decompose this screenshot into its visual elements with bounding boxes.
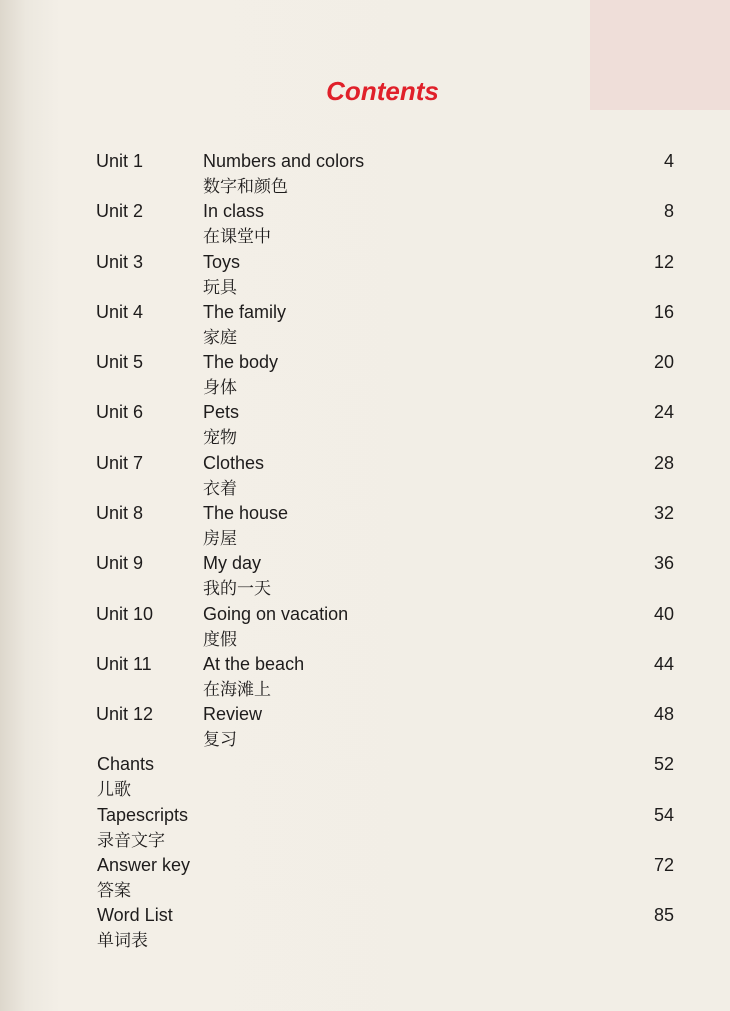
unit-title: The family [203, 302, 287, 322]
unit-title: The house [203, 503, 289, 523]
toc-entry-word-list [0, 903, 730, 953]
unit-chinese-title: 宠物 [203, 428, 237, 448]
section-chinese-title: 儿歌 [97, 780, 131, 800]
unit-chinese-title: 度假 [203, 630, 237, 650]
unit-chinese-title: 家庭 [203, 328, 237, 348]
unit-chinese-title: 房屋 [203, 529, 237, 549]
section-chinese-title: 录音文字 [97, 831, 165, 851]
unit-chinese-title: 数字和颜色 [203, 177, 288, 197]
unit-chinese-title: 在海滩上 [203, 680, 271, 700]
toc-entry-unit-7 [0, 451, 730, 501]
unit-label: Unit 3 [96, 252, 144, 272]
unit-chinese-title: 身体 [203, 378, 237, 398]
toc-entry-tapescripts [0, 803, 730, 853]
toc-entry-unit-6 [0, 400, 730, 450]
section-title: Answer key [97, 855, 191, 875]
unit-title: At the beach [203, 654, 305, 674]
toc-entry-unit-8 [0, 501, 730, 551]
unit-label: Unit 10 [96, 604, 154, 624]
unit-label: Unit 8 [96, 503, 144, 523]
toc-entry-unit-10 [0, 602, 730, 652]
unit-label: Unit 9 [96, 553, 144, 573]
unit-title: Pets [203, 402, 240, 422]
page-number: 85 [653, 905, 674, 925]
unit-chinese-title: 衣着 [203, 479, 237, 499]
toc-entry-unit-5 [0, 350, 730, 400]
unit-label: Unit 7 [96, 453, 144, 473]
unit-title: Numbers and colors [203, 151, 365, 171]
page-number: 40 [653, 604, 674, 624]
unit-title: In class [203, 201, 265, 221]
toc-entry-chants [0, 752, 730, 802]
section-chinese-title: 单词表 [97, 931, 148, 951]
page-number: 4 [663, 151, 674, 171]
unit-chinese-title: 在课堂中 [203, 227, 271, 247]
page-number: 32 [653, 503, 674, 523]
unit-label: Unit 1 [96, 151, 144, 171]
toc-entry-unit-12 [0, 702, 730, 752]
unit-label: Unit 12 [96, 704, 154, 724]
toc-entry-unit-1 [0, 149, 730, 199]
toc-entry-unit-2 [0, 199, 730, 249]
page-number: 16 [653, 302, 674, 322]
unit-title: The body [203, 352, 279, 372]
page-number: 28 [653, 453, 674, 473]
page-number: 36 [653, 553, 674, 573]
page-number: 24 [653, 402, 674, 422]
toc-entry-unit-4 [0, 300, 730, 350]
unit-chinese-title: 玩具 [203, 278, 237, 298]
section-title: Tapescripts [97, 805, 189, 825]
page-number: 8 [663, 201, 674, 221]
unit-label: Unit 2 [96, 201, 144, 221]
page-number: 72 [653, 855, 674, 875]
toc-entry-unit-9 [0, 551, 730, 601]
unit-chinese-title: 复习 [203, 730, 237, 750]
page-number: 44 [653, 654, 674, 674]
section-title: Word List [97, 905, 173, 925]
toc-entry-answer-key [0, 853, 730, 903]
unit-title: Toys [203, 252, 241, 272]
section-chinese-title: 答案 [97, 881, 131, 901]
unit-label: Unit 11 [96, 654, 152, 674]
contents-title: Contents [326, 76, 439, 106]
page-number: 52 [653, 754, 674, 774]
unit-label: Unit 4 [96, 302, 144, 322]
unit-title: Going on vacation [203, 604, 349, 624]
page-number: 54 [653, 805, 674, 825]
unit-label: Unit 6 [96, 402, 144, 422]
page-number: 48 [653, 704, 674, 724]
page-number: 20 [653, 352, 674, 372]
unit-label: Unit 5 [96, 352, 144, 372]
unit-chinese-title: 我的一天 [203, 579, 271, 599]
unit-title: My day [203, 553, 262, 573]
page-number: 12 [653, 252, 674, 272]
toc-entry-unit-11 [0, 652, 730, 702]
unit-title: Clothes [203, 453, 265, 473]
toc-entry-unit-3 [0, 250, 730, 300]
unit-title: Review [203, 704, 263, 724]
section-title: Chants [97, 754, 155, 774]
